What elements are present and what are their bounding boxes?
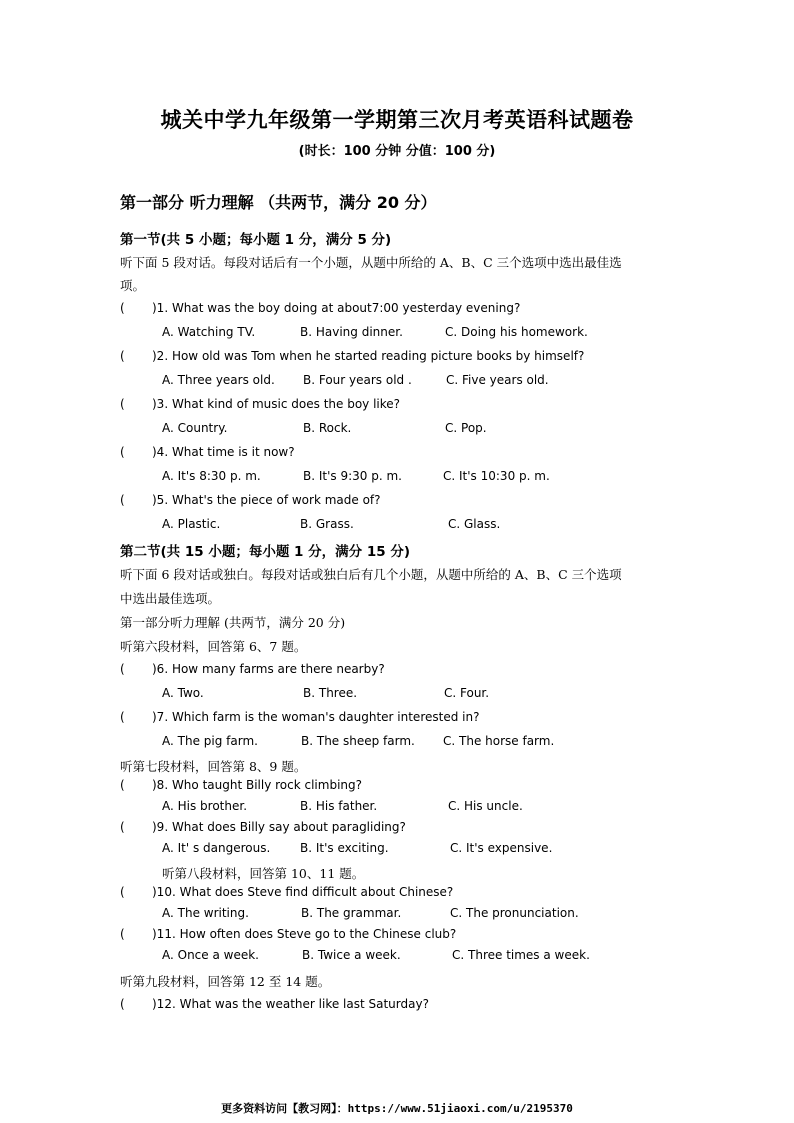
- option-a: A. Country.: [162, 421, 228, 435]
- exam-subtitle: (时长：100 分钟 分值：100 分): [298, 144, 496, 159]
- footer-url[interactable]: https://www.51jiaoxi.com/u/2195370: [347, 1102, 573, 1115]
- question-text: )8. Who taught Billy rock climbing?: [152, 778, 362, 792]
- option-c: C. It's expensive.: [450, 841, 553, 855]
- section2-instruction-line2: 中选出最佳选项。: [120, 591, 221, 606]
- answer-blank[interactable]: (: [120, 301, 125, 315]
- question-text: )11. How often does Steve go to the Chinese club?: [152, 927, 457, 941]
- question-text: )6. How many farms are there nearby?: [152, 662, 385, 676]
- section1-instruction-line1: 听下面 5 段对话。每段对话后有一个小题，从题中所给的 A、B、C 三个选项中选出最佳选: [120, 255, 622, 270]
- option-b: B. Grass.: [300, 517, 354, 531]
- footer-link[interactable]: [0, 1100, 794, 1116]
- answer-blank[interactable]: (: [120, 349, 125, 363]
- question-text: )1. What was the boy doing at about7:00 yesterday evening?: [152, 301, 521, 315]
- answer-blank[interactable]: (: [120, 927, 125, 941]
- option-a: A. Three years old.: [162, 373, 275, 387]
- option-a: A. It' s dangerous.: [162, 841, 271, 855]
- option-c: C. It's 10:30 p. m.: [443, 469, 550, 483]
- section2-heading: 第二节(共 15 小题；每小题 1 分，满分 15 分): [120, 544, 411, 560]
- question-text: )9. What does Billy say about paragliding?: [152, 820, 406, 834]
- section1-heading: 第一节(共 5 小题；每小题 1 分，满分 5 分): [120, 232, 392, 248]
- option-a: A. The writing.: [162, 906, 249, 920]
- option-c: C. Glass.: [448, 517, 501, 531]
- question-text: )12. What was the weather like last Saturday?: [152, 997, 429, 1011]
- option-c: C. Four.: [444, 686, 490, 700]
- section2-instruction-line1: 听下面 6 段对话或独白。每段对话或独白后有几个小题，从题中所给的 A、B、C 三个选项: [120, 567, 622, 582]
- option-b: B. The sheep farm.: [301, 734, 415, 748]
- option-a: A. His brother.: [162, 799, 248, 813]
- question-text: )2. How old was Tom when he started reading picture books by himself?: [152, 349, 585, 363]
- option-b: B. Twice a week.: [302, 948, 401, 962]
- answer-blank[interactable]: (: [120, 997, 125, 1011]
- option-a: A. Plastic.: [162, 517, 221, 531]
- answer-blank[interactable]: (: [120, 778, 125, 792]
- exam-title: 城关中学九年级第一学期第三次月考英语科试题卷: [160, 107, 634, 132]
- option-b: B. It's exciting.: [300, 841, 389, 855]
- option-a: A. It's 8:30 p. m.: [162, 469, 261, 483]
- option-a: A. Two.: [162, 686, 204, 700]
- option-a: A. The pig farm.: [162, 734, 258, 748]
- answer-blank[interactable]: (: [120, 820, 125, 834]
- answer-blank[interactable]: (: [120, 445, 125, 459]
- option-a: A. Watching TV.: [162, 325, 256, 339]
- answer-blank[interactable]: (: [120, 662, 125, 676]
- option-b: B. Rock.: [303, 421, 352, 435]
- answer-blank[interactable]: (: [120, 397, 125, 411]
- option-c: C. The horse farm.: [443, 734, 555, 748]
- question-text: )10. What does Steve find difficult about Chinese?: [152, 885, 454, 899]
- listening-note-7: 听第七段材料，回答第 8、9 题。: [120, 759, 307, 774]
- listening-note-6: 听第六段材料，回答第 6、7 题。: [120, 639, 307, 654]
- option-c: C. His uncle.: [448, 799, 523, 813]
- listening-note-9: 听第九段材料，回答第 12 至 14 题。: [120, 974, 331, 989]
- option-c: C. The pronunciation.: [450, 906, 579, 920]
- part-repeat-line: 第一部分听力理解 (共两节，满分 20 分): [120, 615, 346, 630]
- answer-blank[interactable]: (: [120, 710, 125, 724]
- question-text: )4. What time is it now?: [152, 445, 295, 459]
- answer-blank[interactable]: (: [120, 493, 125, 507]
- question-text: )3. What kind of music does the boy like?: [152, 397, 401, 411]
- option-b: B. His father.: [300, 799, 378, 813]
- option-b: B. Three.: [303, 686, 358, 700]
- option-c: C. Pop.: [445, 421, 487, 435]
- option-b: B. It's 9:30 p. m.: [303, 469, 402, 483]
- footer-prefix: 更多资料访问【教习网】：: [221, 1102, 348, 1115]
- part-heading: 第一部分 听力理解 （共两节，满分 20 分）: [120, 193, 437, 212]
- question-text: )5. What's the piece of work made of?: [152, 493, 381, 507]
- listening-note-8: 听第八段材料，回答第 10、11 题。: [162, 866, 365, 881]
- section1-instruction-line2: 项。: [120, 278, 146, 293]
- option-a: A. Once a week.: [162, 948, 259, 962]
- answer-blank[interactable]: (: [120, 885, 125, 899]
- option-b: B. Four years old .: [303, 373, 412, 387]
- option-c: C. Five years old.: [446, 373, 549, 387]
- option-c: C. Doing his homework.: [445, 325, 588, 339]
- option-c: C. Three times a week.: [452, 948, 590, 962]
- question-text: )7. Which farm is the woman's daughter interested in?: [152, 710, 480, 724]
- option-b: B. The grammar.: [301, 906, 402, 920]
- option-b: B. Having dinner.: [300, 325, 403, 339]
